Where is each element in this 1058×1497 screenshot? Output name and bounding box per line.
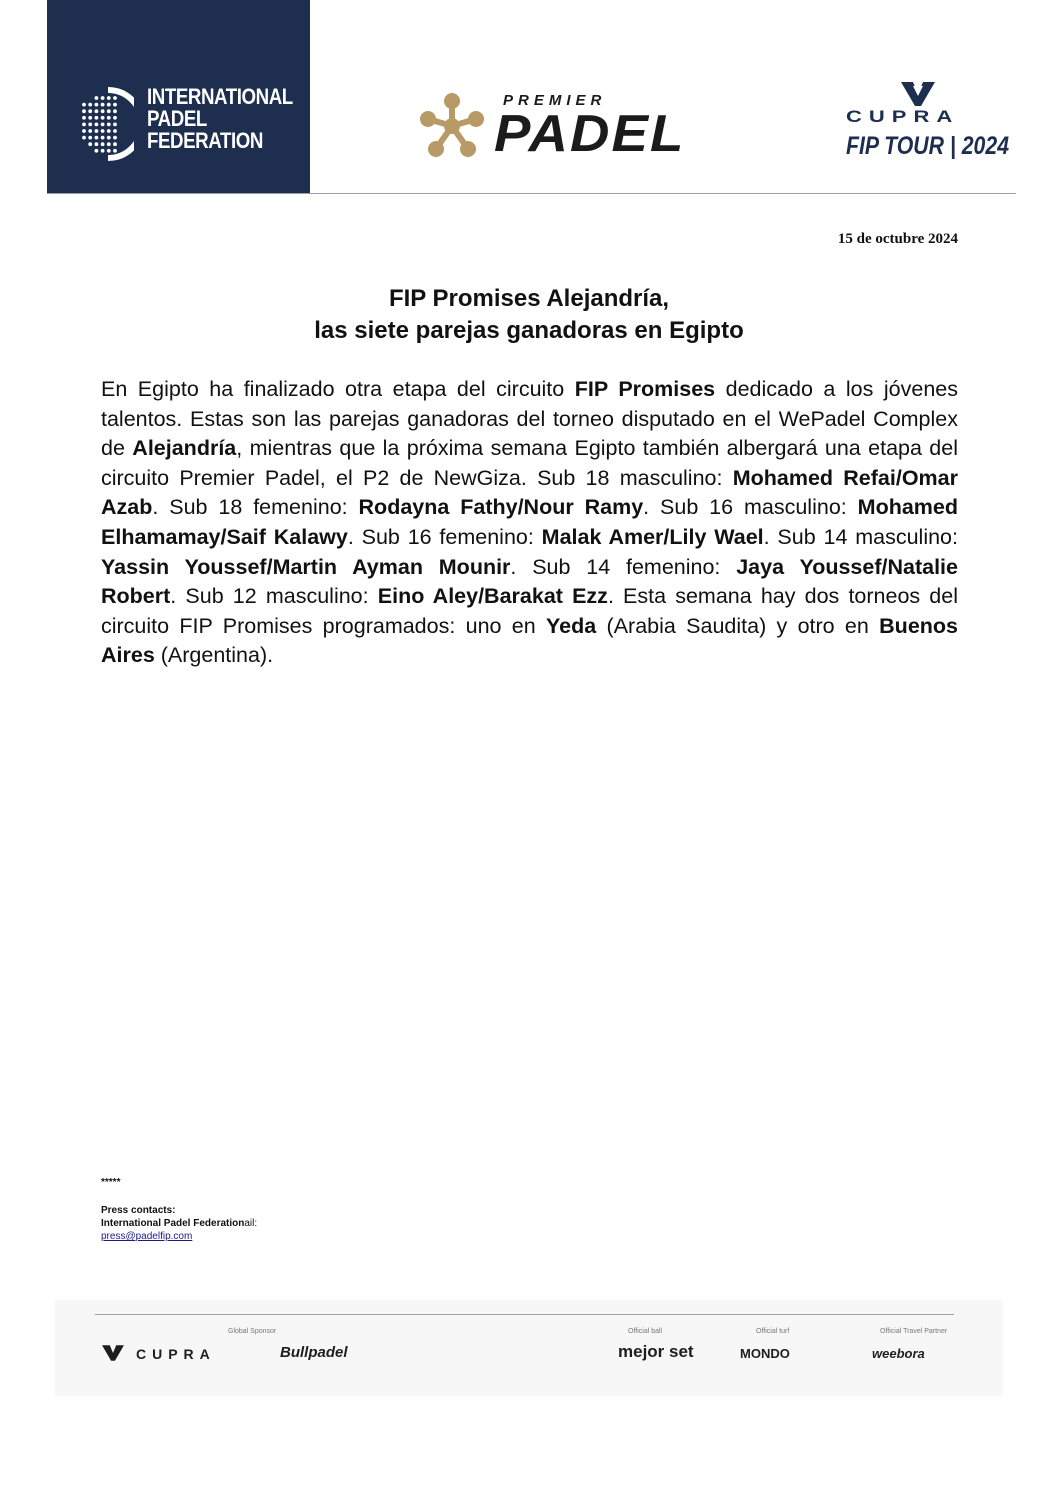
fip-ball-icon [78,86,134,162]
cupra-sponsor-logo [100,1344,216,1367]
premier-logo-small: PREMIER [503,92,607,109]
body-paragraph [101,375,958,671]
body-bold-text: Yeda [546,613,597,638]
padel-logo-big: PADEL [494,105,686,163]
footer-divider [95,1314,954,1315]
mejorset-logo: mejor set [618,1342,694,1361]
body-text: En Egipto ha finalizado otra etapa del circuito [101,377,575,401]
body-text: , mientras que la próxima semana Egipto también albergará una etapa del circuito Premier Padel, el P2 de NewGiza. Sub 18 masculino: [101,436,959,490]
body-text: . Sub 12 masculino: [170,584,378,609]
press-contacts [101,1176,257,1243]
title-line-2: las siete parejas ganadoras en Egipto [314,317,744,344]
fip-logo-line-2: PADEL [147,106,207,131]
mondo-logo: MONDO [740,1346,790,1361]
cupra-wordmark: CUPRA [846,107,960,126]
title-line-1: FIP Promises Alejandría, [388,285,670,312]
body-bold-text: Eino Aley/Barakat Ezz [377,584,608,609]
fip-logo-text [147,86,293,152]
document-date: 15 de octubre 2024 [837,231,958,247]
body-bold-text: Mohamed Elhamamay/Saif Kalawy [101,495,958,549]
weebora-logo: weebora [872,1346,925,1361]
body-text: . Sub 16 femenino: [347,524,542,549]
header-divider [47,193,1016,194]
fip-tour-2024: FIP TOUR | 2024 [846,132,1010,160]
cupra-sponsor-word: CUPRA [136,1346,216,1362]
body-text: . Sub 18 femenino: [152,495,359,520]
press-org-line [101,1218,257,1229]
premier-padel-star-icon [418,93,486,159]
body-text: (Argentina). [154,643,274,668]
bullpadel-logo: Bullpadel [280,1344,348,1361]
body-text: dedicado a los jóvenes talentos. Estas son las parejas ganadoras del torneo disputado en el WePadel Complex de [101,377,958,461]
body-bold-text: Malak Amer/Lily Wael [541,524,764,549]
body-text: . Sub 16 masculino: [643,495,858,520]
document-title [100,283,958,347]
body-text: . Sub 14 masculino: [763,524,958,549]
body-bold-text: Buenos Aires [101,613,958,668]
body-bold-text: Rodayna Fathy/Nour Ramy [358,495,644,520]
fip-logo-line-1: INTERNATIONAL [147,84,293,109]
press-contacts-label: Press contacts: [101,1205,176,1216]
caption-official-turf: Official turf [756,1328,790,1335]
caption-global-sponsor: Global Sponsor [228,1328,277,1335]
press-email-link[interactable]: press@padelfip.com [101,1231,193,1242]
body-bold-text: FIP Promises [574,377,716,401]
body-text: (Arabia Saudita) y otro en [596,613,880,638]
body-bold-text: Jaya Youssef/Natalie Robert [101,554,958,609]
separator-stars: ***** [101,1177,121,1188]
caption-official-ball: Official ball [628,1328,663,1335]
fip-logo-line-3: FEDERATION [147,128,263,153]
press-org-name: International Padel Federation [101,1218,245,1229]
body-text: . Esta semana hay dos torneos del circuito FIP Promises programados: uno en [101,584,958,638]
cupra-emblem-icon [899,80,937,108]
caption-travel-partner: Official Travel Partner [880,1328,948,1335]
body-text: . Sub 14 femenino: [510,554,737,579]
press-org-suffix: ail: [244,1218,258,1229]
body-bold-text: Mohamed Refai/Omar Azab [101,465,958,520]
cupra-sponsor-icon [100,1344,126,1362]
body-bold-text: Yassin Youssef/Martin Ayman Mounir [101,554,511,579]
body-bold-text: Alejandría [132,436,237,461]
